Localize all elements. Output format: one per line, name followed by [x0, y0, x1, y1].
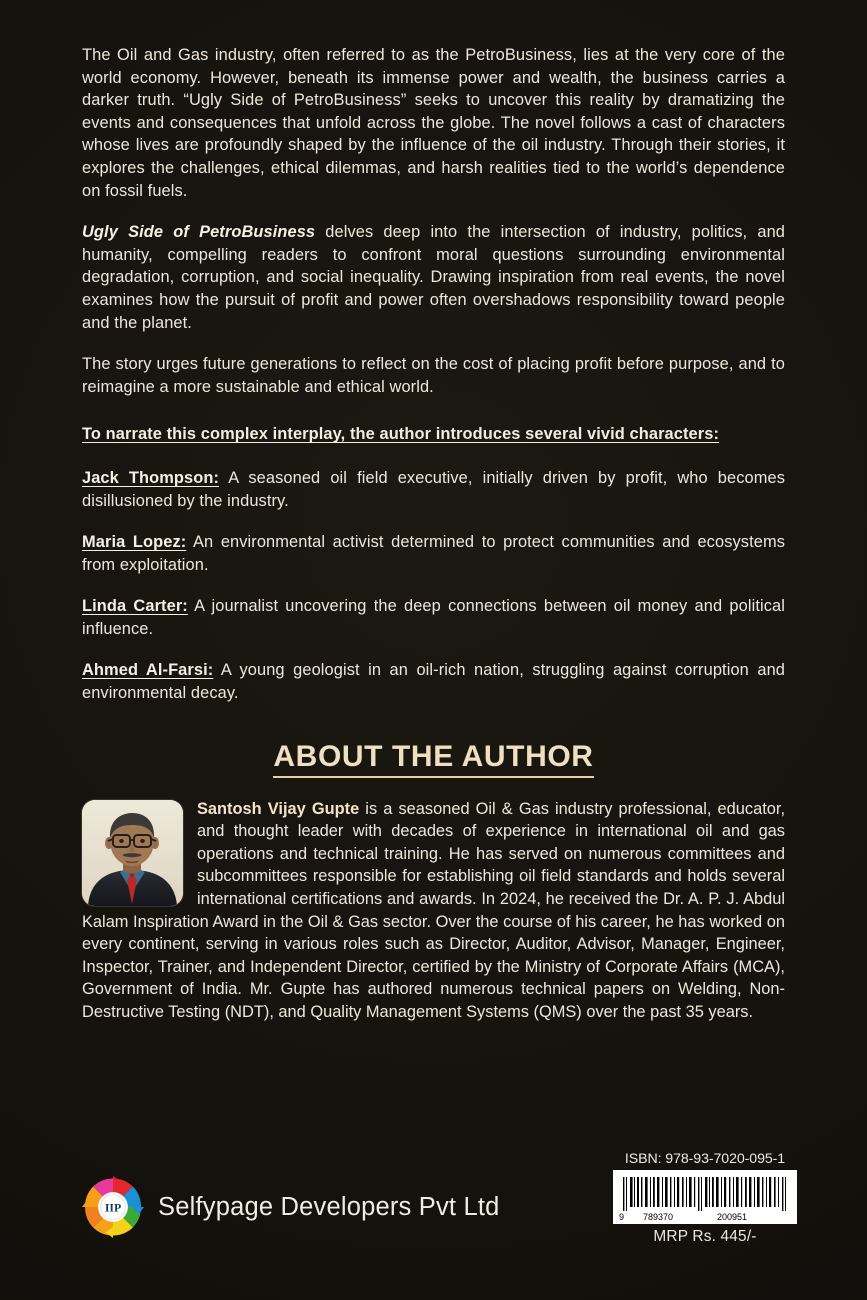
blurb-paragraph-1: The Oil and Gas industry, often referred to as the PetroBusiness, lies at the very core of the world economy. However, beneath its immense power and wealth, the business carries a darker truth. “Ugly Side of PetroBusiness” seeks to uncover this reality by dramatizing the events and consequences that unfold across the globe. The novel follows a cast of characters whose lives are profoundly shaped by the influence of the oil industry. Through their stories, it explores the challenges, ethical dilemmas, and harsh realities tied to the world’s dependence on fossil fuels. — [82, 46, 785, 200]
publisher-name: Selfypage Developers Pvt Ltd — [158, 1192, 500, 1221]
character-description: A seasoned oil field executive, initially driven by profit, who becomes disillusioned by the industry. — [82, 468, 785, 510]
barcode-digit-left: 9 — [619, 1212, 625, 1222]
cover-content — [82, 44, 785, 1024]
blurb-paragraph-2 — [82, 221, 785, 334]
barcode-icon — [619, 1175, 791, 1223]
character-name: Jack Thompson: — [82, 468, 220, 487]
author-bio-text: is a seasoned Oil & Gas industry professional, educator, and thought leader with decades of experience in international oil and gas operations and technical training. He has served on numerous committees and subcommittees responsible for establishing oil field standards and holds several international certifications and awards. In 2024, he received the Dr. A. P. J. Abdul Kalam Inspiration Award in the Oil & Gas sector. Over the course of his career, he has worked on every continent, serving in various roles such as Director, Auditor, Advisor, Manager, Engineer, Inspector, Trainer, and Independent Director, certified by the Ministry of Corporate Affairs (MCA), Government of India. Mr. Gupte has authored numerous technical papers on Welding, Non-Destructive Testing (NDT), and Quality Management Systems (QMS) over the past 35 years. — [82, 799, 785, 1021]
character-entry-jack-thompson — [82, 467, 785, 512]
cover-footer — [82, 1151, 797, 1252]
about-the-author-heading — [82, 738, 785, 776]
character-entry-maria-lopez — [82, 531, 785, 576]
character-name: Maria Lopez: — [82, 533, 187, 552]
isbn-barcode — [613, 1170, 797, 1224]
blurb-paragraph-3: The story urges future generations to reflect on the cost of placing profit before purpose, and to reimagine a more sustainable and ethical world. — [82, 355, 785, 396]
barcode-digits-right: 200951 — [717, 1212, 748, 1222]
author-photo — [82, 800, 183, 906]
publisher-block — [82, 1176, 500, 1238]
barcode-digits-mid: 789370 — [643, 1212, 674, 1222]
book-title-inline: Ugly Side of PetroBusiness — [82, 223, 316, 242]
publisher-logo-icon — [82, 1176, 144, 1238]
author-name: Santosh Vijay Gupte — [197, 799, 360, 818]
publisher-logo-text: IIP — [104, 1201, 122, 1215]
isbn-number: ISBN: 978-93-7020-095-1 — [624, 1151, 786, 1167]
character-entry-ahmed-al-farsi — [82, 659, 785, 704]
character-entry-linda-carter — [82, 595, 785, 640]
character-name: Ahmed Al-Farsi: — [82, 661, 214, 680]
isbn-block — [613, 1151, 797, 1246]
characters-section-lead: To narrate this complex interplay, the author introduces several vivid characters: — [82, 425, 720, 444]
blurb-paragraph-2-rest: delves deep into the intersection of industry, politics, and humanity, compelling readers to confront moral questions surrounding environmental degradation, corruption, and social inequality. Drawing inspiration from real events, the novel examines how the pursuit of profit and power often overshadows responsibility toward people and the planet. — [82, 223, 785, 332]
character-description: A journalist uncovering the deep connections between oil money and political influence. — [82, 597, 785, 638]
mrp-price: MRP Rs. 445/- — [653, 1228, 757, 1245]
character-description: An environmental activist determined to protect communities and ecosystems from exploitation. — [82, 533, 785, 574]
author-bio-block — [82, 798, 785, 1024]
about-the-author-heading-text: ABOUT THE AUTHOR — [273, 740, 593, 778]
character-name: Linda Carter: — [82, 597, 188, 616]
character-description: A young geologist in an oil-rich nation, struggling against corruption and environmental decay. — [82, 661, 785, 703]
author-portrait-icon — [82, 800, 183, 906]
